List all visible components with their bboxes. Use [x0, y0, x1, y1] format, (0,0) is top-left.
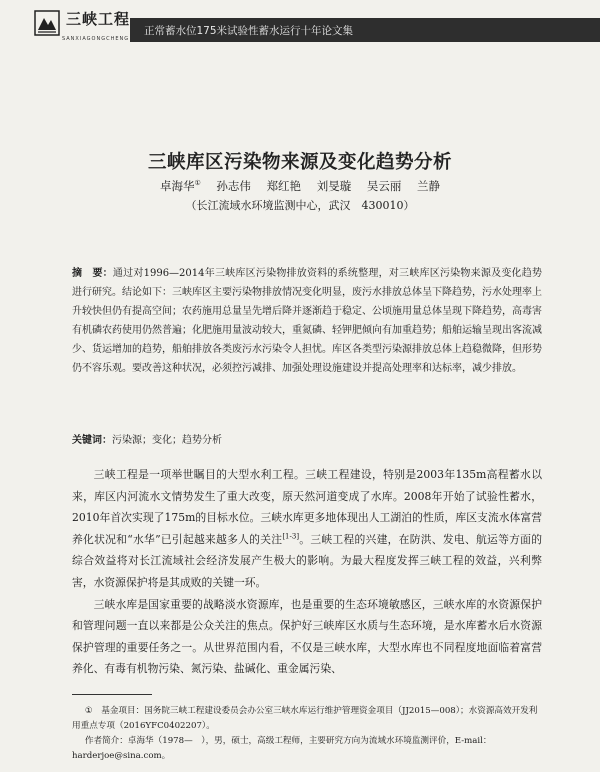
abstract-label: 摘 要：: [72, 268, 113, 279]
author-name: 兰静: [417, 179, 441, 193]
keywords: [72, 431, 542, 446]
author-footnote-mark: ①: [194, 179, 201, 188]
logo-title: 三峡工程: [66, 10, 131, 28]
keywords-label: 关键词：: [72, 435, 112, 446]
abstract: [72, 264, 542, 378]
keywords-text: 污染源；变化；趋势分析: [112, 435, 222, 446]
logo-subtitle: SANXIAGONGCHENG: [62, 36, 130, 42]
article-title: 三峡库区污染物来源及变化趋势分析: [147, 152, 452, 173]
affiliation: （长江流域水环境监测中心，武汉 430010）: [185, 199, 415, 212]
header-banner: [130, 18, 600, 42]
author-list: [0, 178, 600, 194]
footnote: [72, 704, 542, 764]
footnote-funding: ① 基金项目：国务院三峡工程建设委员会办公室三峡水库运行维护管理资金项目（JJ2015—008）；水资源高效开发利用重点专项（2016YFC0402207）。: [72, 706, 538, 731]
author-name: 孙志伟: [216, 179, 251, 193]
footnote-author-bio: 作者简介：卓海华（1978— ），男，硕士，高级工程师，主要研究方向为流域水环境监测评价，E-mail：harderjoe@sina.com。: [72, 736, 492, 761]
footnote-divider: [72, 694, 152, 695]
citation-ref: [1-3]: [282, 532, 300, 541]
author-name: 吴云丽: [366, 179, 402, 193]
body-paragraph: 三峡水库是国家重要的战略淡水资源库，也是重要的生态环境敏感区，三峡水库的水资源保护和管理问题一直以来都是公众关注的焦点。保护好三峡库区水质与生态环境，是水库蓄水后水资源保护管理的重要任务之一。从世界范围内看，不仅是三峡水库，大型水库也不同程度地面临着富营养化、有毒有机物污染、氮污染、盐碱化、重金属污染、: [72, 597, 542, 676]
author-name: 卓海华①: [159, 179, 201, 193]
author-name: 郑红艳: [266, 179, 302, 193]
page-header: [0, 0, 600, 52]
author-name: 刘旻璇: [316, 179, 352, 193]
abstract-text: 通过对1996—2014年三峡库区污染物排放资料的系统整理，对三峡库区污染物来源及变化趋势进行研究。结论如下：三峡库区主要污染物排放情况变化明显，废污水排放总体呈下降趋势，污水处理率上升较快但仍有提高空间；农药施用总量呈先增后降并逐渐趋于稳定、公顷施用量总体呈现下降趋势，高毒害有机磷农药使用仍然普遍；化肥施用量波动较大，重氮磷、轻钾肥倾向有加重趋势；船舶运输呈现出客流减少、货运增加的趋势，船舶排放各类废污水污染令人担忧。库区各类型污染源排放总体上趋稳微降，但形势仍不容乐观。要改善这种状况，必须控污减排、加强处理设施建设并提高处理率和达标率，减少排放。: [72, 268, 543, 374]
banner-text: 正常蓄水位175米试验性蓄水运行十年论文集: [144, 25, 354, 37]
three-gorges-logo-icon: [34, 10, 60, 36]
body-text: [72, 464, 542, 680]
body-paragraph: 三峡工程是一项举世瞩目的大型水利工程。三峡工程建设，特别是2003年135m高程蓄水以来，库区内河流水文情势发生了重大改变，原天然河道变成了水库。2008年开始了试验性蓄水，2010年首次实现了175m的目标水位。三峡水库更多地体现出人工湖泊的性质，库区支流水体富营养化状况和“水华”已引起越来越多人的关注[1-3]。三峡工程的兴建，在防洪、发电、航运等方面的综合效益将对长江流域社会经济发展产生极大的影响。为最大程度发挥三峡工程的效益，兴利弊害，水资源保护将是其成败的关键一环。: [72, 468, 542, 589]
